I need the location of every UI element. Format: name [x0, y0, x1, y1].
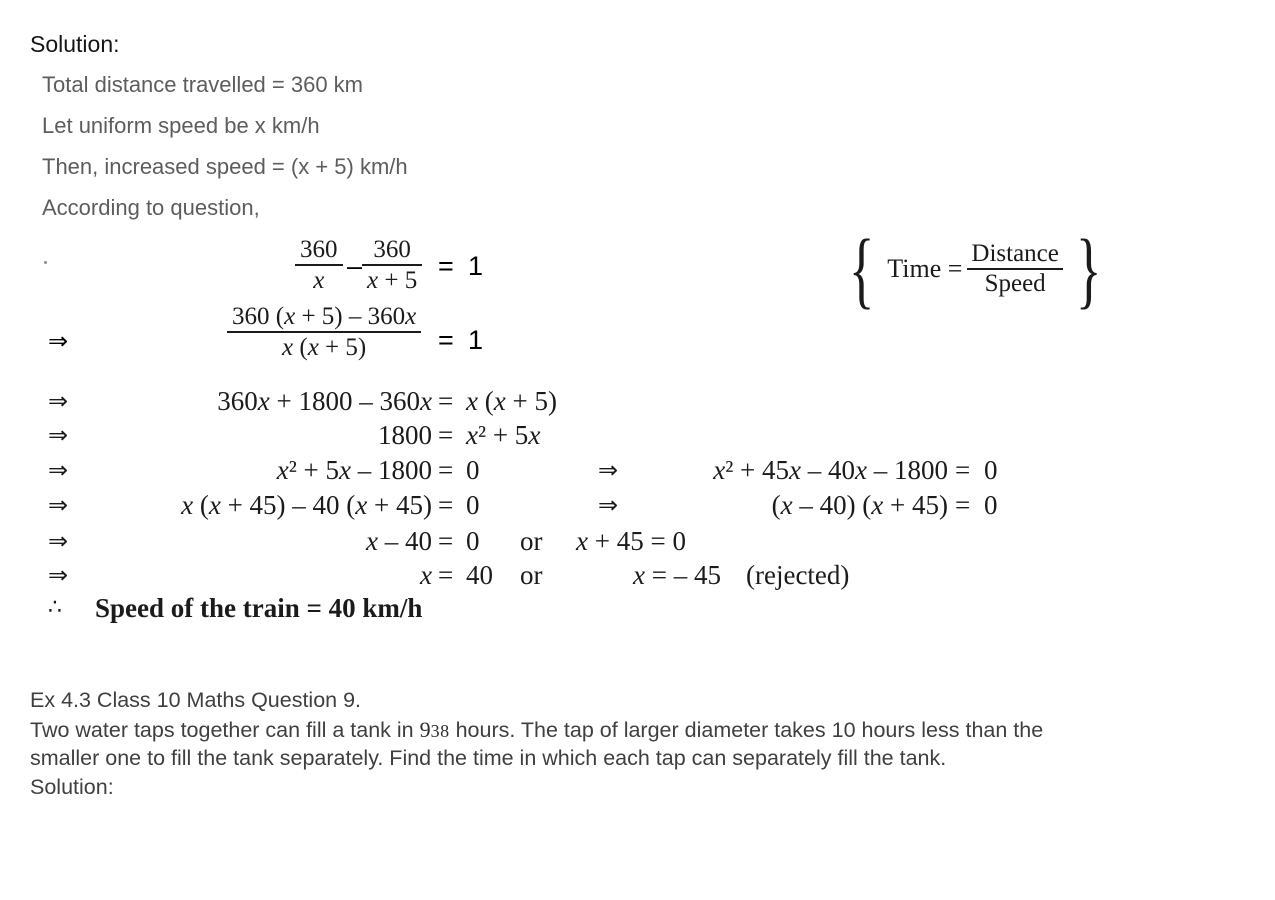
alternate-equation: x = – 45: [633, 560, 721, 590]
right-brace: }: [1075, 221, 1102, 317]
equals-sign: =: [438, 526, 454, 556]
rhs-value: 1: [468, 251, 484, 281]
fraction-360-over-x: [295, 236, 343, 294]
fraction-expanded: [227, 303, 421, 361]
or-word: or: [520, 526, 543, 556]
implies-arrow: ⇒: [48, 491, 69, 519]
fraction-denominator: x (x + 5): [282, 334, 367, 361]
implies-arrow: ⇒: [48, 421, 69, 449]
fraction-numerator: Distance: [971, 240, 1059, 267]
implies-arrow: ⇒: [48, 327, 69, 355]
distance-over-speed-fraction: [967, 241, 1062, 297]
equation-rhs: 0: [466, 455, 480, 485]
therefore-symbol: ∴: [48, 595, 62, 620]
step-row-2: [0, 420, 1275, 452]
time-label: Time =: [887, 254, 963, 283]
rhs-value: 1: [468, 325, 484, 355]
implies-arrow: ⇒: [48, 387, 69, 415]
conclusion-text: Speed of the train = 40 km/h: [95, 593, 423, 623]
equals-sign: =: [438, 251, 454, 281]
intro-line-uniform-speed: Let uniform speed be x km/h: [42, 113, 320, 138]
equation-lhs: 360x + 1800 – 360x: [217, 386, 432, 416]
equation-lhs: x (x + 45) – 40 (x + 45): [181, 490, 432, 520]
alternate-equation: x + 45 = 0: [576, 526, 686, 556]
question-line1-suffix: hours. The tap of larger diameter takes 10 hours less than the: [449, 718, 1044, 742]
fraction-numerator: 360 (x + 5) – 360x: [232, 303, 417, 330]
intro-line-total-distance: Total distance travelled = 360 km: [42, 72, 364, 97]
scan-artifact-dot: [44, 261, 47, 264]
mixed-number-whole: 9: [419, 717, 431, 742]
equation-rhs: 0: [984, 455, 998, 485]
equals-sign: =: [955, 455, 971, 485]
step-row-5: [0, 526, 1275, 558]
solution-heading: Solution:: [30, 31, 120, 57]
fraction-360-over-x-plus-5: [362, 236, 422, 294]
equation-rhs: x (x + 5): [466, 386, 557, 416]
question-line1-prefix: Two water taps together can fill a tank in: [30, 718, 420, 742]
equation-rhs: 40: [466, 560, 493, 590]
equation-lhs: x² + 45x – 40x – 1800: [713, 455, 948, 485]
fraction-denominator: Speed: [984, 270, 1046, 297]
question-line-2: smaller one to fill the tank separately. Find the time in which each tap can separately fill the tank.: [30, 746, 947, 770]
mixed-number-fraction: 38: [430, 721, 450, 741]
implies-arrow: ⇒: [598, 491, 619, 519]
left-brace: {: [848, 221, 875, 317]
equals-sign: =: [438, 386, 454, 416]
fraction-numerator: 360: [373, 236, 411, 263]
fraction-denominator: x: [313, 267, 325, 294]
implies-arrow: ⇒: [48, 527, 69, 555]
equals-sign: =: [438, 455, 454, 485]
fraction-bar: [227, 331, 421, 333]
minus-sign: –: [347, 251, 363, 281]
solution-label-2: Solution:: [30, 775, 114, 799]
fraction-bar: [362, 264, 422, 266]
step-row-1: [0, 386, 1275, 418]
equals-sign: =: [438, 420, 454, 450]
implies-arrow: ⇒: [598, 456, 619, 484]
step-row-6: [0, 560, 1275, 592]
equals-sign: =: [955, 490, 971, 520]
equation-rhs: 0: [466, 490, 480, 520]
fraction-denominator: x + 5: [367, 267, 418, 294]
equation-lhs: 1800: [378, 420, 432, 450]
fraction-bar: [295, 264, 343, 266]
step-row-3: [0, 455, 1275, 487]
equation-rhs: x² + 5x: [466, 420, 541, 450]
implies-arrow: ⇒: [48, 456, 69, 484]
equals-sign: =: [438, 560, 454, 590]
implies-arrow: ⇒: [48, 561, 69, 589]
intro-line-according: According to question,: [42, 195, 260, 220]
question-heading: Ex 4.3 Class 10 Maths Question 9.: [30, 688, 362, 712]
intro-line-increased-speed: Then, increased speed = (x + 5) km/h: [42, 154, 408, 179]
rejected-note: (rejected): [746, 560, 850, 590]
question-line-1: [30, 717, 1043, 743]
or-word: or: [520, 560, 543, 590]
equation-lhs: x² + 5x – 1800: [276, 455, 432, 485]
equation-lhs: x: [420, 560, 432, 590]
equals-sign: =: [438, 325, 454, 355]
equals-sign: =: [438, 490, 454, 520]
time-formula-note: [841, 221, 1109, 317]
fraction-numerator: 360: [300, 236, 338, 263]
conclusion-row: [0, 593, 1275, 625]
equation-lhs: (x – 40) (x + 45): [771, 490, 948, 520]
equation-rhs: 0: [466, 526, 480, 556]
equation-lhs: x – 40: [366, 526, 432, 556]
equation-rhs: 0: [984, 490, 998, 520]
step-row-4: [0, 490, 1275, 522]
